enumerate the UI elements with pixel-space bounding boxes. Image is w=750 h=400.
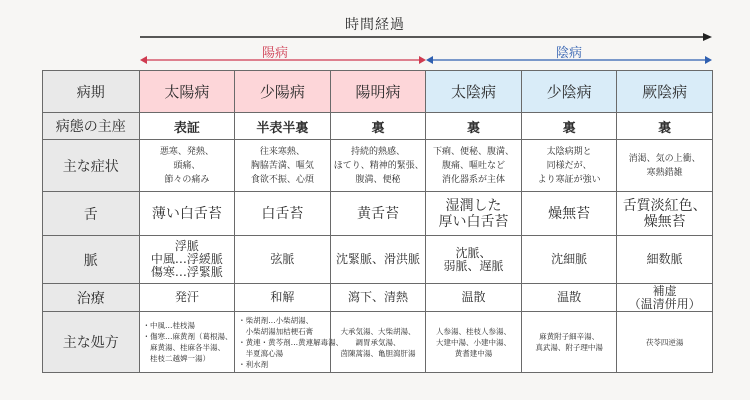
prescriptions-cell — [235, 312, 344, 373]
tongue-cell — [617, 192, 713, 236]
prescriptions-cell — [521, 312, 617, 373]
symptom-line: 往来寒熱、 — [259, 146, 305, 157]
prescription-line: ・利水剤 — [238, 359, 269, 369]
row-symptoms — [43, 140, 713, 192]
prescription-list — [143, 320, 232, 364]
yang-range-arrow — [140, 54, 426, 66]
state-cell: 裏 — [426, 113, 522, 140]
pulse-cell — [139, 236, 235, 284]
tongue-line: 燥無苔 — [643, 213, 686, 230]
symptom-line: 同様だが、 — [546, 160, 592, 171]
time-arrow — [140, 32, 712, 42]
tongue-cell — [426, 192, 522, 236]
treatment-cell — [330, 284, 426, 312]
prescription-line: 麻黄湯、桂麻各半湯、 — [142, 343, 226, 352]
symptom-line: 腹痛、嘔吐など — [442, 160, 506, 171]
prescription-line: 黄耆建中湯 — [454, 348, 493, 358]
row-label-state: 病態の主座 — [43, 113, 140, 140]
treatment-cell — [139, 284, 235, 312]
symptom-line: より寒証が強い — [537, 174, 601, 185]
prescriptions-cell — [617, 312, 713, 373]
pulse-line: 弦脈 — [270, 252, 295, 266]
prescription-line: ・柴胡剤…小柴胡湯、 — [238, 315, 314, 325]
symptoms-cell — [617, 140, 713, 192]
row-prescriptions — [43, 312, 713, 373]
symptom-line: 頭痛、 — [173, 160, 201, 171]
prescription-line: 調胃承気湯、 — [355, 337, 401, 347]
row-treatment — [43, 284, 713, 312]
pulse-line: 浮脈 — [174, 239, 199, 253]
pulse-cell — [521, 236, 617, 284]
prescriptions-cell — [139, 312, 235, 373]
prescription-line: 大承気湯、大柴胡湯、 — [340, 326, 416, 336]
symptom-line: 腹満、便秘 — [355, 174, 401, 185]
pulse-cell — [617, 236, 713, 284]
pulse-line: 沈脈、 — [455, 245, 492, 260]
prescription-line: ・黄連・黄芩剤…黄連解毒湯、 — [238, 337, 344, 347]
symptom-line: 食欲不振、心煩 — [250, 174, 314, 185]
tongue-line: 舌質淡紅色、 — [622, 197, 707, 214]
tongue-cell — [521, 192, 617, 236]
symptom-line: 下痢、便秘、腹満、 — [433, 146, 515, 157]
row-state — [43, 113, 713, 140]
tongue-cell — [235, 192, 331, 236]
treatment-cell — [617, 284, 713, 312]
row-label-prescriptions: 主な処方 — [43, 312, 140, 373]
symptoms-cell — [139, 140, 235, 192]
row-stage — [43, 71, 713, 113]
treatment-line: 発汗 — [174, 290, 199, 304]
treatment-line: （温清併用） — [628, 296, 701, 311]
prescription-line: 大建中湯、小建中湯、 — [436, 337, 512, 347]
yin-range-arrow — [426, 54, 712, 66]
prescription-line: 小柴胡湯加桔梗石膏 — [238, 326, 314, 336]
symptom-line: 寒熱錯雑 — [646, 167, 683, 178]
stage-shaoyin: 少陰病 — [521, 71, 617, 113]
prescriptions-cell — [426, 312, 522, 373]
pulse-line: 沈細脈 — [551, 252, 588, 266]
stage-taiyin: 太陰病 — [426, 71, 522, 113]
symptom-line: 悪寒、発熱、 — [159, 146, 214, 157]
tongue-cell — [330, 192, 426, 236]
row-label-tongue: 舌 — [43, 192, 140, 236]
prescription-line: 茵陳蒿湯、亀胆瀉肝湯 — [340, 348, 416, 358]
treatment-line: 瀉下、清熱 — [347, 290, 408, 304]
prescription-line: 桂枝二越婢一湯） — [142, 354, 211, 363]
pulse-cell — [235, 236, 331, 284]
pulse-cell — [426, 236, 522, 284]
symptom-line: 消渇、気の上衝、 — [628, 153, 701, 164]
state-cell: 表証 — [139, 113, 235, 140]
symptoms-cell — [521, 140, 617, 192]
symptoms-cell — [235, 140, 331, 192]
time-label: 時間経過 — [345, 17, 405, 33]
prescription-line: 半夏瀉心湯 — [238, 348, 284, 358]
prescription-line: 茯苓四逆湯 — [645, 337, 684, 347]
row-label-stage: 病期 — [43, 71, 140, 113]
prescription-line: ・中風…桂枝湯 — [142, 321, 196, 330]
row-label-treatment: 治療 — [43, 284, 140, 312]
state-cell: 裏 — [521, 113, 617, 140]
prescription-line: ・傷寒…麻黄剤（葛根湯、 — [142, 332, 233, 341]
stage-shaoyang: 少陽病 — [235, 71, 331, 113]
treatment-cell — [235, 284, 331, 312]
row-tongue — [43, 192, 713, 236]
pulse-line: 中風…浮緩脈 — [150, 252, 223, 266]
symptom-line: 節々の痛み — [164, 174, 210, 185]
prescription-list — [238, 315, 344, 370]
prescriptions-cell — [330, 312, 426, 373]
state-cell: 裏 — [617, 113, 713, 140]
tongue-line: 薄い白舌苔 — [151, 205, 222, 222]
row-pulse — [43, 236, 713, 284]
stage-jueyin: 厥陰病 — [617, 71, 713, 113]
prescription-line: 麻黄附子細辛湯、 — [539, 332, 600, 341]
row-label-symptoms: 主な症状 — [43, 140, 140, 192]
tongue-line: 黄舌苔 — [356, 205, 399, 222]
state-cell: 半表半裏 — [235, 113, 331, 140]
symptom-line: ほてり、精神的緊張、 — [333, 160, 424, 171]
prescription-line: 人参湯、桂枝人参湯、 — [436, 326, 512, 336]
tongue-cell — [139, 192, 235, 236]
symptom-line: 消化器系が主体 — [442, 174, 506, 185]
prescription-line: 真武湯、附子理中湯 — [535, 343, 603, 352]
row-label-pulse: 脈 — [43, 236, 140, 284]
treatment-cell — [426, 284, 522, 312]
tongue-line: 燥無苔 — [548, 205, 591, 222]
treatment-line: 温散 — [557, 290, 582, 304]
yin-disease-label: 陰病 — [556, 46, 583, 61]
pulse-line: 傷寒…浮緊脈 — [150, 265, 223, 279]
treatment-cell — [521, 284, 617, 312]
treatment-line: 和解 — [270, 290, 295, 304]
pulse-line: 沈緊脈、滑洪脈 — [335, 252, 420, 266]
stage-taiyang: 太陽病 — [139, 71, 235, 113]
yang-disease-label: 陽病 — [262, 46, 289, 61]
stages-table — [42, 70, 713, 373]
treatment-line: 補虚 — [652, 283, 677, 298]
pulse-cell — [330, 236, 426, 284]
symptom-line: 胸脇苦満、嘔気 — [250, 160, 314, 171]
pulse-line: 細数脈 — [646, 252, 683, 266]
stage-yangming: 陽明病 — [330, 71, 426, 113]
tongue-line: 湿潤した — [445, 197, 502, 214]
treatment-line: 温散 — [461, 290, 486, 304]
symptoms-cell — [426, 140, 522, 192]
state-cell: 裏 — [330, 113, 426, 140]
symptom-line: 持続的熱感、 — [350, 146, 405, 157]
symptoms-cell — [330, 140, 426, 192]
symptom-line: 太陰病期と — [546, 146, 592, 157]
tongue-line: 白舌苔 — [261, 205, 304, 222]
pulse-line: 弱脈、遅脈 — [443, 258, 504, 273]
tongue-line: 厚い白舌苔 — [438, 213, 509, 230]
